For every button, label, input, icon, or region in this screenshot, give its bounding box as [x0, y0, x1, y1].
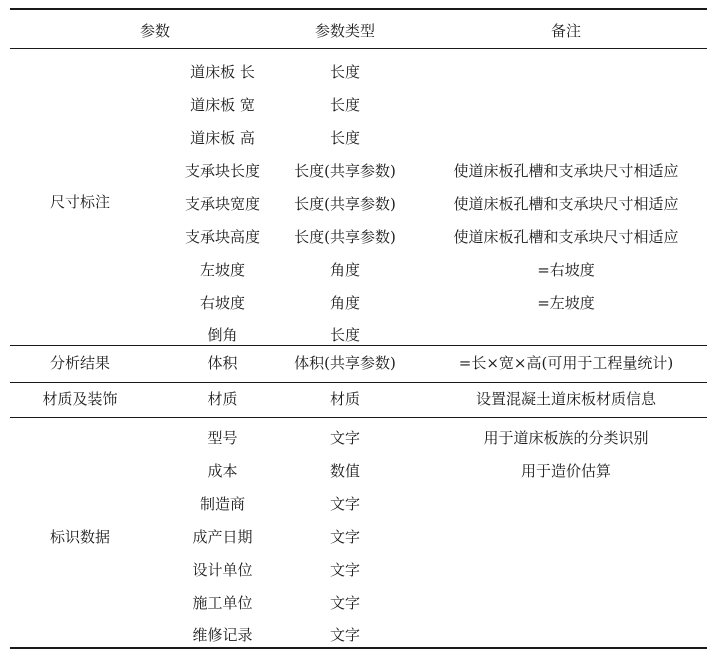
param-cell: 材质 — [207, 390, 238, 408]
type-cell: 文字 — [329, 594, 360, 612]
param-cell: 施工单位 — [192, 594, 253, 612]
type-cell: 角度 — [329, 261, 360, 279]
table-bottom-rule — [10, 647, 707, 649]
group-divider-rule — [10, 345, 707, 346]
remark-cell: =右坡度 — [537, 261, 595, 279]
type-cell: 文字 — [329, 626, 360, 644]
remark-cell: 使道床板孔槽和支承块尺寸相适应 — [453, 195, 679, 213]
param-cell: 体积 — [207, 354, 238, 372]
param-cell: 右坡度 — [199, 294, 245, 312]
type-cell: 文字 — [329, 561, 360, 579]
remark-cell: =长×宽×高(可用于工程量统计) — [458, 354, 674, 372]
remark-cell: 用于造价估算 — [520, 462, 611, 480]
group-name: 材质及装饰 — [42, 390, 118, 408]
group-divider-rule — [10, 382, 707, 383]
type-cell: 长度(共享参数) — [294, 228, 396, 246]
group-name: 尺寸标注 — [49, 193, 110, 211]
type-cell: 体积(共享参数) — [294, 354, 396, 372]
type-cell: 长度(共享参数) — [294, 162, 396, 180]
type-cell: 文字 — [329, 429, 360, 447]
param-cell: 成本 — [207, 462, 238, 480]
param-cell: 道床板 长 — [190, 63, 255, 81]
header-remark: 备注 — [550, 22, 581, 40]
remark-cell: 设置混凝土道床板材质信息 — [475, 390, 656, 408]
param-cell: 支承块高度 — [184, 228, 260, 246]
remark-cell: 用于道床板族的分类识别 — [483, 429, 649, 447]
header-bottom-rule — [10, 48, 707, 49]
group-name: 分析结果 — [49, 354, 110, 372]
remark-cell: 使道床板孔槽和支承块尺寸相适应 — [453, 162, 679, 180]
group-divider-rule — [10, 417, 707, 418]
param-cell: 型号 — [207, 429, 238, 447]
header-param-type: 参数类型 — [314, 22, 375, 40]
remark-cell: =左坡度 — [537, 294, 595, 312]
type-cell: 数值 — [329, 462, 360, 480]
param-cell: 设计单位 — [192, 561, 253, 579]
table-top-rule — [10, 8, 707, 10]
type-cell: 角度 — [329, 294, 360, 312]
param-cell: 维修记录 — [192, 626, 253, 644]
param-cell: 道床板 高 — [190, 129, 255, 147]
param-cell: 支承块长度 — [184, 162, 260, 180]
type-cell: 长度 — [329, 63, 360, 81]
type-cell: 长度 — [329, 326, 360, 344]
type-cell: 材质 — [329, 390, 360, 408]
param-cell: 道床板 宽 — [190, 96, 255, 114]
type-cell: 文字 — [329, 495, 360, 513]
param-cell: 成产日期 — [192, 528, 253, 546]
type-cell: 长度 — [329, 96, 360, 114]
param-cell: 左坡度 — [199, 261, 245, 279]
param-cell: 制造商 — [199, 495, 245, 513]
type-cell: 文字 — [329, 528, 360, 546]
type-cell: 长度(共享参数) — [294, 195, 396, 213]
remark-cell: 使道床板孔槽和支承块尺寸相适应 — [453, 228, 679, 246]
header-param: 参数 — [139, 22, 170, 40]
param-cell: 倒角 — [207, 326, 238, 344]
group-name: 标识数据 — [49, 528, 110, 546]
param-cell: 支承块宽度 — [184, 195, 260, 213]
type-cell: 长度 — [329, 129, 360, 147]
